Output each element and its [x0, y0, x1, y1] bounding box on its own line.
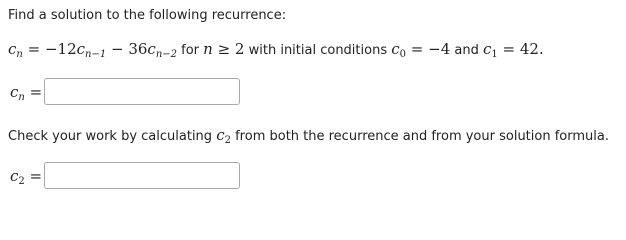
check-instruction: Check your work by calculating $c_2$ from both the recurrence and from your solution formula.	[8, 126, 609, 146]
recurrence-statement: $c_n = -12c_{n-1} - 36c_{n-2}$ for n ≥ 2 with initial conditions $c_0 = -4$ and $c_1 = 42$.	[8, 40, 544, 60]
initial-condition-c1: $c_1 = 42$.	[482, 40, 544, 60]
initial-condition-c0: $c_0 = -4$	[391, 40, 451, 60]
cn-answer-input[interactable]	[44, 78, 240, 105]
answer-row-c2	[10, 162, 240, 189]
answer-label-c2: $c_2$ =	[10, 166, 43, 187]
recurrence-condition: n ≥ 2	[203, 40, 245, 58]
problem-prompt: Find a solution to the following recurrence:	[8, 8, 287, 23]
answer-label-cn: $c_n$ =	[10, 82, 43, 103]
recurrence-formula: $c_n = -12c_{n-1} - 36c_{n-2}$	[8, 40, 178, 60]
c2-answer-input[interactable]	[44, 162, 240, 189]
answer-row-cn	[10, 78, 240, 105]
